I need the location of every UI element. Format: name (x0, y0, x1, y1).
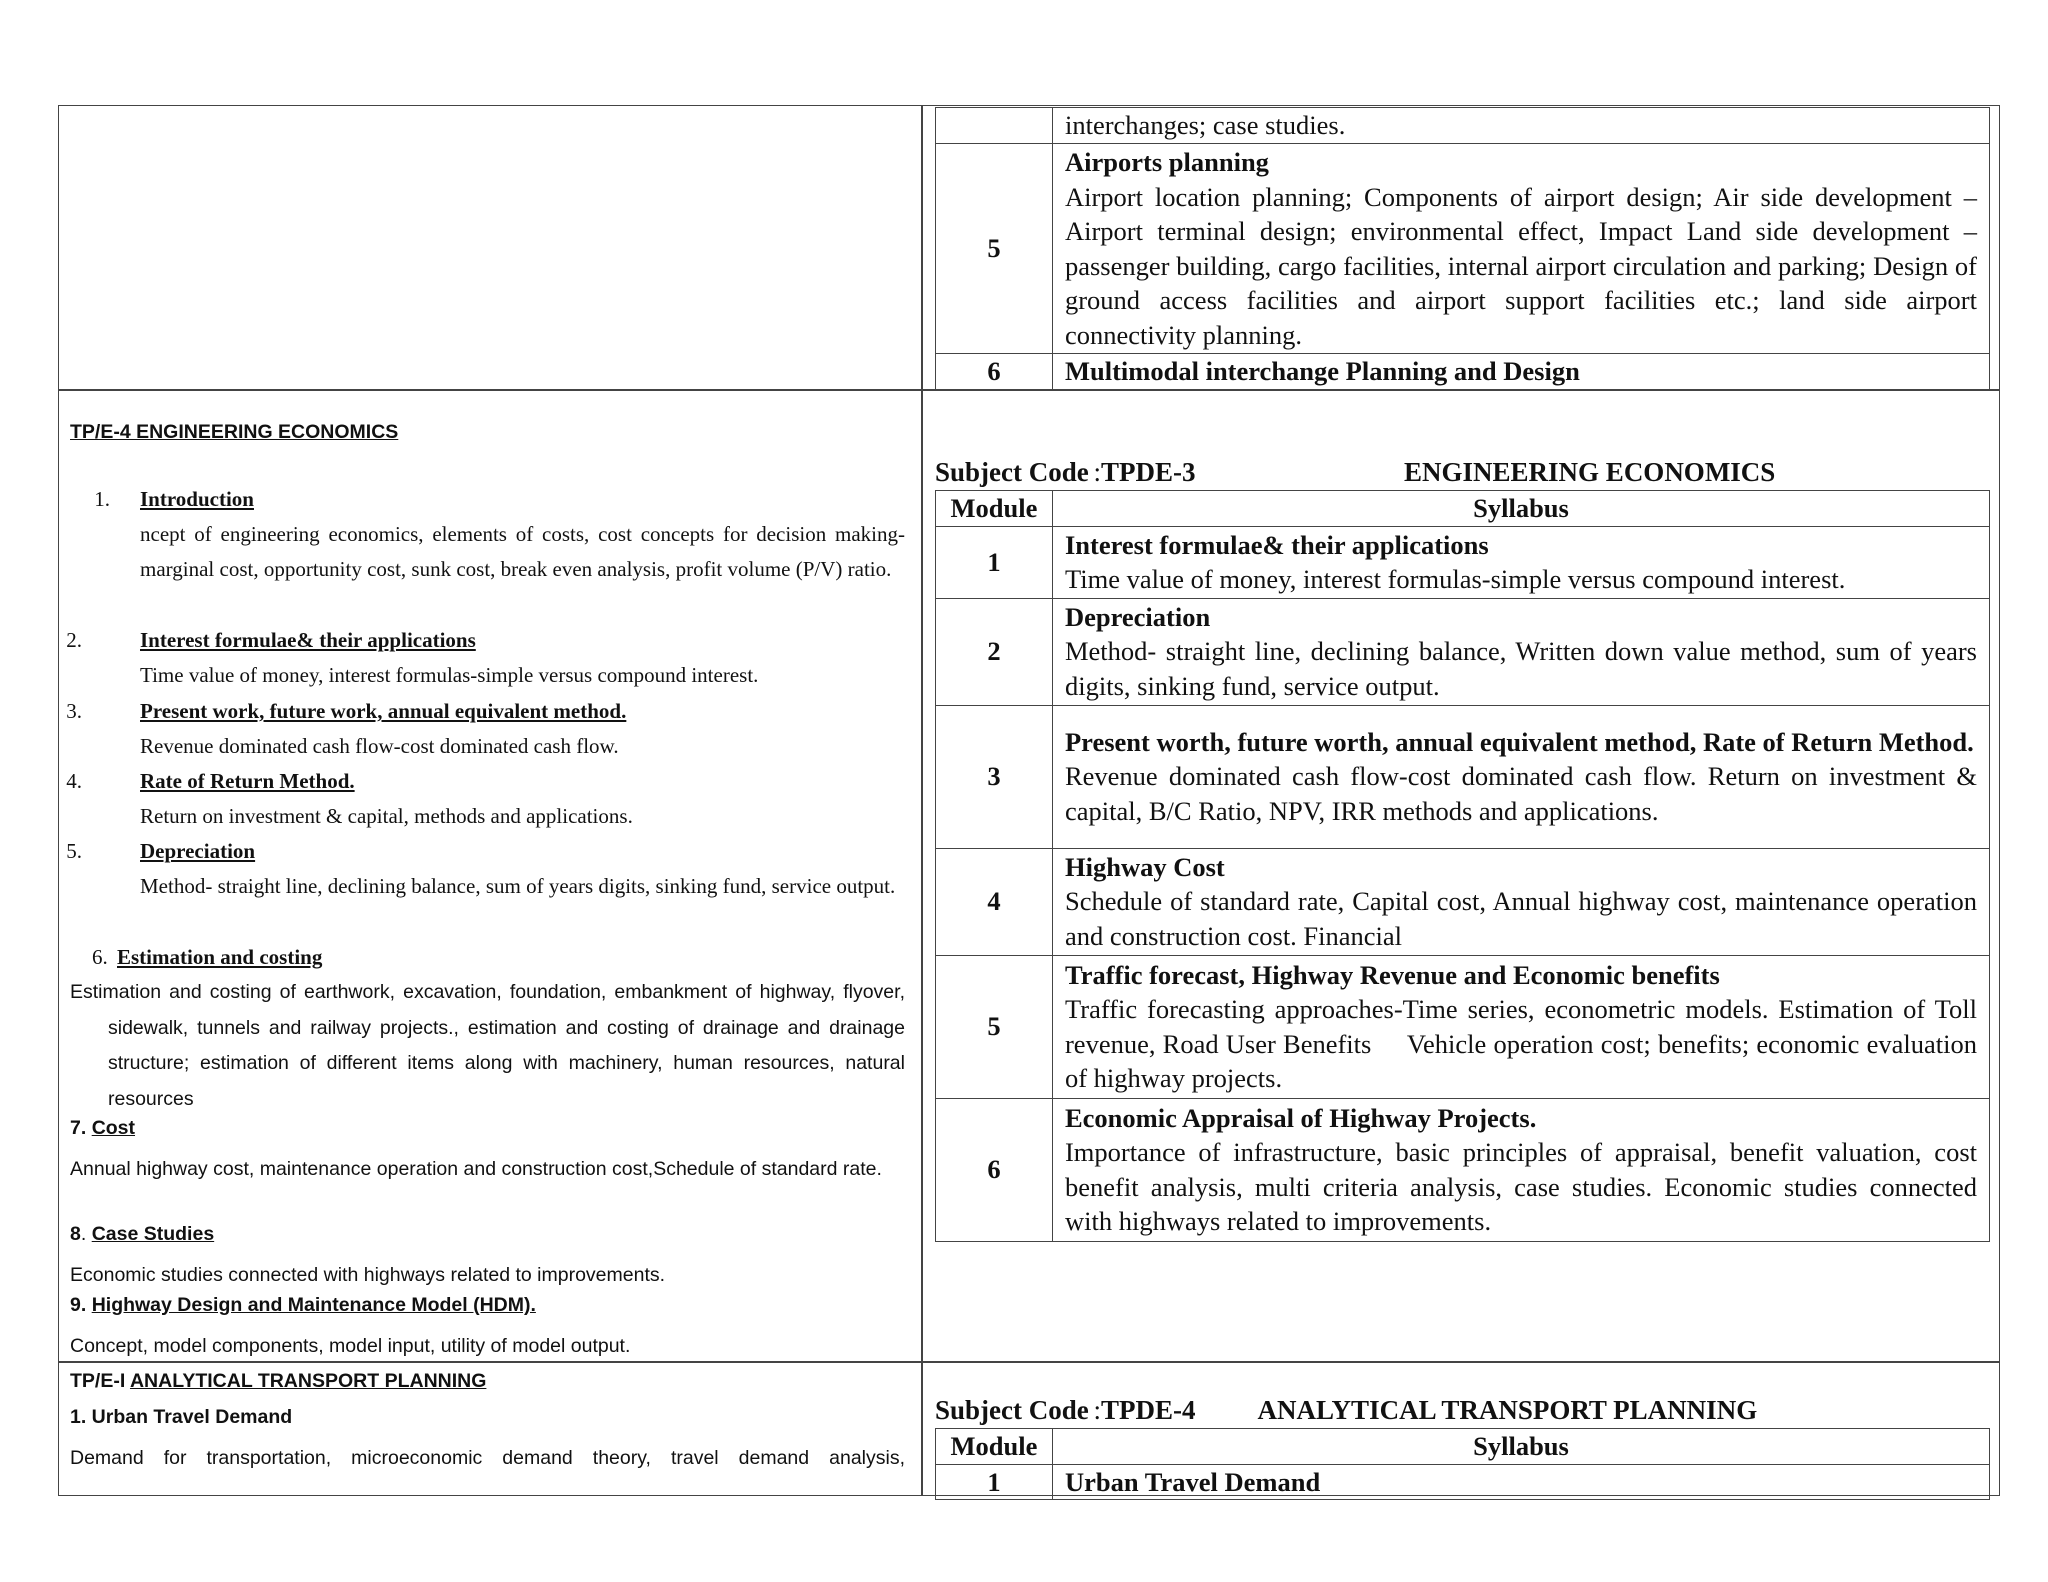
module-text: Importance of infrastructure, basic principles of appraisal, benefit valuation, cost benefit analysis, multi criteria analysis, case studies. Economic studies connected with highways related to improvements. (1064, 1137, 1977, 1236)
section-title (70, 1370, 486, 1393)
item-heading: Estimation and costing (117, 945, 323, 969)
module-number: 4 (936, 848, 1053, 955)
table-row (936, 705, 1990, 848)
table-row (936, 144, 1990, 354)
module-text: Method- straight line, declining balance, Written down value method, sum of years digits, sinking fund, service output. (1064, 636, 1977, 701)
module-number (936, 108, 1053, 144)
item-text: Return on investment & capital, methods and applications. (140, 804, 633, 828)
item-text (70, 975, 905, 1117)
item-number: 3. (66, 699, 82, 723)
module-number: 5 (936, 955, 1053, 1098)
estimation-text: Estimation and costing of earthwork, excavation, foundation, embankment of highway, flyover, sidewalk, tunnels and railway projects., estimation and costing of drainage and drainage structure; estimation of different items along with machinery, human resources, natural resources (70, 981, 905, 1110)
item-text: Economic studies connected with highways related to improvements. (70, 1264, 666, 1286)
item-heading: Interest formulae& their applications (140, 628, 476, 652)
engineering-economics-table (935, 490, 1990, 1242)
subject-code-label: Subject Code (935, 1395, 1089, 1425)
analytical-transport-table (935, 1428, 1990, 1500)
section-code: TP/E-I (70, 1370, 126, 1392)
list-item (70, 1117, 135, 1140)
item-number: 2. (66, 628, 82, 652)
module-heading: Interest formulae& their applications (1064, 529, 1489, 560)
subject-title: ENGINEERING ECONOMICS (1404, 457, 1776, 487)
module-number: 3 (936, 705, 1053, 848)
item-number: 8 (70, 1223, 81, 1245)
subject-code: TPDE-3 (1101, 457, 1196, 487)
module-text: Traffic forecasting approaches-Time series, econometric models. Estimation of Toll revenue, Road User Benefits Vehicle operation cost; benefits; economic evaluation of highway projects. (1064, 994, 1984, 1093)
table-row (936, 598, 1990, 705)
item-number: 9. (70, 1294, 87, 1316)
module-text: interchanges; case studies. (1052, 108, 1989, 144)
item-text: Demand for transportation, microeconomic demand theory, travel demand analysis, (70, 1447, 905, 1469)
item-heading: Case Studies (91, 1223, 215, 1245)
item-number: 4. (66, 769, 82, 793)
item-heading: Rate of Return Method. (140, 769, 355, 793)
module-text: Schedule of standard rate, Capital cost, Annual highway cost, maintenance operation and construction cost. Financial (1064, 886, 1977, 951)
module-number: 6 (936, 354, 1053, 390)
column-header-syllabus: Syllabus (1052, 491, 1989, 527)
item-number: 5. (66, 839, 82, 863)
section-title: TP/E-4 ENGINEERING ECONOMICS (70, 421, 399, 443)
module-number: 1 (936, 526, 1053, 598)
table-row (936, 526, 1990, 598)
item-heading: Depreciation (140, 839, 256, 863)
subject-code-label: Subject Code (935, 457, 1089, 487)
table-row (936, 108, 1990, 144)
module-heading: Depreciation (1064, 601, 1211, 632)
table-row (936, 848, 1990, 955)
item-text: Concept, model components, model input, utility of model output. (70, 1335, 631, 1357)
module-number: 2 (936, 598, 1053, 705)
module-heading: Traffic forecast, Highway Revenue and Economic benefits (1064, 959, 1720, 990)
column-divider (921, 105, 923, 1496)
module-heading: Economic Appraisal of Highway Projects. (1064, 1102, 1537, 1133)
airports-syllabus-table (935, 107, 1990, 390)
module-heading: Urban Travel Demand (1052, 1464, 1989, 1500)
item-number: 1. (94, 487, 110, 511)
module-text: Revenue dominated cash flow-cost dominated cash flow. Return on investment & capital, B/C Ratio, NPV, IRR methods and applications. (1064, 761, 1977, 826)
list-item-heading: 1. Urban Travel Demand (70, 1406, 293, 1428)
item-text: ncept of engineering economics, elements of costs, cost concepts for decision making-marginal cost, opportunity cost, sunk cost, break even analysis, profit volume (P/V) ratio. (140, 522, 905, 581)
module-text: Airport location planning; Components of airport design; Air side development – Airport terminal design; environmental effect, Impact Land side development – passenger building, cargo facilities, internal airport circulation and parking; Design of ground access facilities and airport support facilities etc.; land side airport connectivity planning. (1064, 181, 1977, 350)
table-row (936, 354, 1990, 390)
subject-title: ANALYTICAL TRANSPORT PLANNING (1257, 1395, 1758, 1425)
module-heading: Airports planning (1064, 147, 1269, 177)
module-number: 6 (936, 1098, 1053, 1241)
column-header-module: Module (936, 1429, 1053, 1465)
table-row (936, 1098, 1990, 1241)
module-number: 5 (936, 144, 1053, 354)
item-number: 6. (92, 945, 108, 969)
table-header-row (936, 491, 1990, 527)
item-text: Revenue dominated cash flow-cost dominated cash flow. (140, 734, 619, 758)
column-header-syllabus: Syllabus (1052, 1429, 1989, 1465)
table-header-row (936, 1429, 1990, 1465)
item-heading: Introduction (140, 487, 254, 511)
subject-code-line: Subject Code :TPDE-4 ANALYTICAL TRANSPORT PLANNING (935, 1395, 1758, 1425)
table-row (936, 1464, 1990, 1500)
subject-code: TPDE-4 (1101, 1395, 1196, 1425)
column-header-module: Module (936, 491, 1053, 527)
module-heading: Present worth, future worth, annual equivalent method, Rate of Return Method. (1064, 726, 1974, 757)
module-text: Time value of money, interest formulas-simple versus compound interest. (1064, 564, 1846, 594)
module-heading: Highway Cost (1064, 851, 1225, 882)
module-heading: Multimodal interchange Planning and Design (1052, 354, 1989, 390)
item-text: Method- straight line, declining balance, sum of years digits, sinking fund, service output. (140, 874, 896, 898)
item-number: 7. (70, 1117, 87, 1139)
item-heading: Present work, future work, annual equivalent method. (140, 699, 627, 723)
module-number: 1 (936, 1464, 1053, 1500)
item-heading: Cost (91, 1117, 136, 1139)
section-name: ANALYTICAL TRANSPORT PLANNING (129, 1370, 487, 1392)
item-text: Annual highway cost, maintenance operation and construction cost,Schedule of standard rate. (70, 1158, 882, 1180)
list-item (70, 1294, 536, 1317)
subject-code-line: Subject Code :TPDE-3 ENGINEERING ECONOMICS (935, 457, 1776, 487)
list-item: 8. Case Studies (70, 1223, 215, 1245)
table-row (936, 955, 1990, 1098)
item-text: Time value of money, interest formulas-simple versus compound interest. (140, 663, 759, 687)
item-heading: Highway Design and Maintenance Model (HDM). (91, 1294, 536, 1316)
